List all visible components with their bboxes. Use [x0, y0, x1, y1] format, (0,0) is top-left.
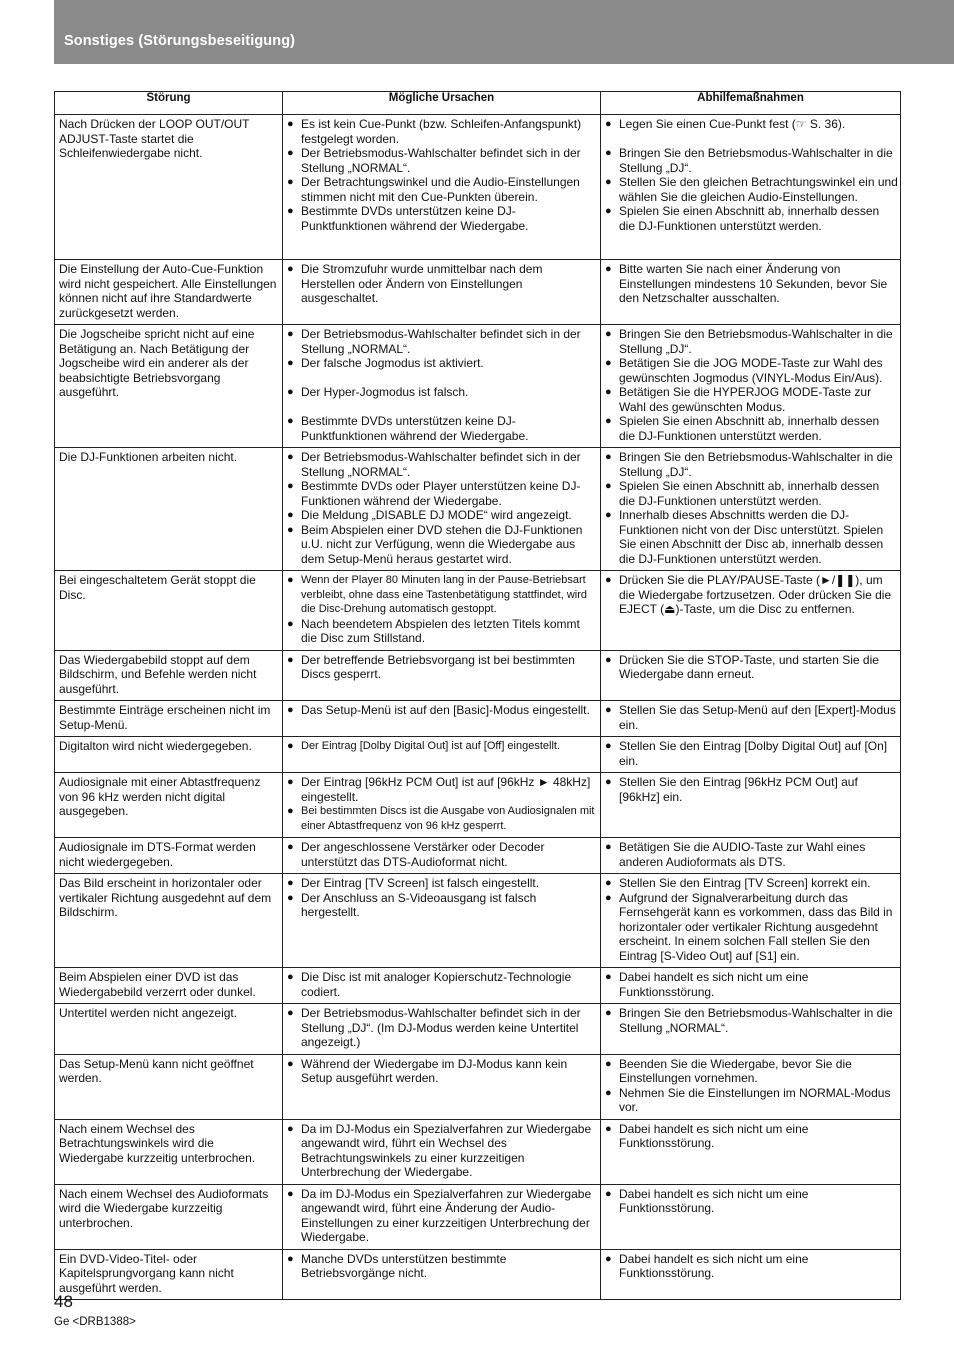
cause-item: ● Bestimmte DVDs unterstützen keine DJ-Punktfunktionen während der Wiedergabe. [287, 204, 598, 233]
page-number: 48 [54, 1292, 73, 1311]
problem-cell: Beim Abspielen einer DVD ist das Wiedergabebild verzerrt oder dunkel. [55, 968, 283, 1004]
problem-cell: Das Bild erscheint in horizontaler oder vertikaler Richtung ausgedehnt auf dem Bildschirm. [55, 874, 283, 968]
table-row [55, 260, 901, 325]
cause-item: ● Der Eintrag [96kHz PCM Out] ist auf [96kHz ► 48kHz] eingestellt. [287, 775, 598, 804]
table-row [55, 838, 901, 874]
remedy-item: ● Aufgrund der Signalverarbeitung durch das Fernsehgerät kann es vorkommen, dass das Bild in horizontaler oder vertikaler Richtung ausgedehnt erscheint. In einem solchen Fall stellen Sie den Eintrag [S-Video Out] auf [S1] ein. [605, 891, 898, 964]
cause-item: ● Bestimmte DVDs unterstützen keine DJ-Punktfunktionen während der Wiedergabe. [287, 414, 598, 443]
remedies-cell [601, 448, 901, 571]
remedy-item: ● Stellen Sie den Eintrag [96kHz PCM Out] auf [96kHz] ein. [605, 775, 898, 804]
cause-item: ● Bei bestimmten Discs ist die Ausgabe von Audiosignalen mit einer Abtastfrequenz von 96 kHz gesperrt. [287, 804, 598, 833]
remedies-cell [601, 650, 901, 701]
remedies-cell [601, 874, 901, 968]
causes-cell [283, 1004, 601, 1055]
problem-cell: Untertitel werden nicht angezeigt. [55, 1004, 283, 1055]
cause-item: ● Der Eintrag [TV Screen] ist falsch eingestellt. [287, 876, 598, 891]
column-header-causes: Mögliche Ursachen [283, 92, 601, 115]
cause-item: ● Es ist kein Cue-Punkt (bzw. Schleifen-Anfangspunkt) festgelegt worden. [287, 117, 598, 146]
remedy-item: ● Spielen Sie einen Abschnitt ab, innerhalb dessen die DJ-Funktionen unterstützt werden. [605, 479, 898, 508]
problem-cell: Nach Drücken der LOOP OUT/OUT ADJUST-Taste startet die Schleifenwiedergabe nicht. [55, 115, 283, 260]
remedies-cell [601, 701, 901, 737]
column-header-problem: Störung [55, 92, 283, 115]
table-row [55, 701, 901, 737]
causes-cell [283, 115, 601, 260]
causes-cell [283, 1119, 601, 1184]
cause-item: ● Da im DJ-Modus ein Spezialverfahren zur Wiedergabe angewandt wird, führt eine Änderung der Audio-Einstellungen zu einer kurzzeitigen Unterbrechung der Wiedergabe. [287, 1187, 598, 1245]
table-row [55, 968, 901, 1004]
remedy-item: ● Stellen Sie den Eintrag [TV Screen] korrekt ein. [605, 876, 898, 891]
table-row [55, 737, 901, 773]
causes-cell [283, 650, 601, 701]
remedies-cell [601, 838, 901, 874]
cause-item: ● Nach beendetem Abspielen des letzten Titels kommt die Disc zum Stillstand. [287, 617, 598, 646]
table-row [55, 448, 901, 571]
remedy-item: ● Betätigen Sie die HYPERJOG MODE-Taste zur Wahl des gewünschten Modus. [605, 385, 898, 414]
remedy-item: ● Dabei handelt es sich nicht um eine Funktionsstörung. [605, 970, 898, 999]
remedy-item: ● Stellen Sie den Eintrag [Dolby Digital Out] auf [On] ein. [605, 739, 898, 768]
remedy-item: ● Legen Sie einen Cue-Punkt fest (☞ S. 36). [605, 117, 898, 132]
remedies-cell [601, 1054, 901, 1119]
column-header-remedies: Abhilfemaßnahmen [601, 92, 901, 115]
cause-item: ● Während der Wiedergabe im DJ-Modus kann kein Setup ausgeführt werden. [287, 1057, 598, 1086]
problem-cell: Das Setup-Menü kann nicht geöffnet werden. [55, 1054, 283, 1119]
remedies-cell [601, 968, 901, 1004]
remedies-cell [601, 260, 901, 325]
remedy-item: ● Bringen Sie den Betriebsmodus-Wahlschalter in die Stellung „DJ“. [605, 327, 898, 356]
table-row [55, 1249, 901, 1300]
remedy-item: ● Dabei handelt es sich nicht um eine Funktionsstörung. [605, 1122, 898, 1151]
remedy-item: ● Betätigen Sie die JOG MODE-Taste zur Wahl des gewünschten Jogmodus (VINYL-Modus Ein/Aus). [605, 356, 898, 385]
cause-item: ● Der Betriebsmodus-Wahlschalter befindet sich in der Stellung „DJ“. (Im DJ-Modus werden keine Untertitel angezeigt.) [287, 1006, 598, 1050]
table-row [55, 325, 901, 448]
causes-cell [283, 968, 601, 1004]
table-row [55, 115, 901, 260]
problem-cell: Bestimmte Einträge erscheinen nicht im Setup-Menü. [55, 701, 283, 737]
causes-cell [283, 737, 601, 773]
remedies-cell [601, 737, 901, 773]
cause-item: ● Wenn der Player 80 Minuten lang in der Pause-Betriebsart verbleibt, ohne dass eine Tastenbetätigung stattfindet, wird die Disc-Drehung automatisch gestoppt. [287, 573, 598, 617]
causes-cell [283, 874, 601, 968]
cause-item: ● Da im DJ-Modus ein Spezialverfahren zur Wiedergabe angewandt wird, führt ein Wechsel des Betrachtungswinkels zu einer kurzzeitigen Unterbrechung der Wiedergabe. [287, 1122, 598, 1180]
remedy-item: ● Stellen Sie das Setup-Menü auf den [Expert]-Modus ein. [605, 703, 898, 732]
table-row [55, 1119, 901, 1184]
causes-cell [283, 571, 601, 651]
cause-item: ● Das Setup-Menü ist auf den [Basic]-Modus eingestellt. [287, 703, 598, 718]
remedy-item: ● Drücken Sie die STOP-Taste, und starten Sie die Wiedergabe dann erneut. [605, 653, 898, 682]
remedy-item: ● Betätigen Sie die AUDIO-Taste zur Wahl eines anderen Audioformats als DTS. [605, 840, 898, 869]
problem-cell: Digitalton wird nicht wiedergegeben. [55, 737, 283, 773]
table-row [55, 1004, 901, 1055]
remedies-cell [601, 325, 901, 448]
table-row [55, 1054, 901, 1119]
remedy-item: ● Dabei handelt es sich nicht um eine Funktionsstörung. [605, 1187, 898, 1216]
cause-item: ● Der Betriebsmodus-Wahlschalter befindet sich in der Stellung „NORMAL“. [287, 450, 598, 479]
remedy-item: ● Spielen Sie einen Abschnitt ab, innerhalb dessen die DJ-Funktionen unterstützt werden. [605, 204, 898, 233]
cause-item: ● Beim Abspielen einer DVD stehen die DJ-Funktionen u.U. nicht zur Verfügung, wenn die Wiedergabe aus dem Setup-Menü heraus gestartet wird. [287, 523, 598, 567]
cause-item: ● Der Betriebsmodus-Wahlschalter befindet sich in der Stellung „NORMAL“. [287, 146, 598, 175]
remedy-item: ● Dabei handelt es sich nicht um eine Funktionsstörung. [605, 1252, 898, 1281]
cause-item: ● Der Hyper-Jogmodus ist falsch. [287, 385, 598, 400]
remedy-item: ● Innerhalb dieses Abschnitts werden die DJ-Funktionen nicht von der Disc unterstützt. Spielen Sie einen Abschnitt der Disc ab, innerhalb dessen die DJ-Funktionen unterstützt werden. [605, 508, 898, 566]
causes-cell [283, 701, 601, 737]
remedies-cell [601, 571, 901, 651]
causes-cell [283, 1054, 601, 1119]
cause-item: ● Die Disc ist mit analoger Kopierschutz-Technologie codiert. [287, 970, 598, 999]
cause-item: ● Manche DVDs unterstützen bestimmte Betriebsvorgänge nicht. [287, 1252, 598, 1281]
remedies-cell [601, 1119, 901, 1184]
remedies-cell [601, 115, 901, 260]
section-header-bar [54, 0, 954, 64]
remedies-cell [601, 1249, 901, 1300]
cause-item: ● Die Meldung „DISABLE DJ MODE“ wird angezeigt. [287, 508, 598, 523]
problem-cell: Die DJ-Funktionen arbeiten nicht. [55, 448, 283, 571]
cause-item: ● Der falsche Jogmodus ist aktiviert. [287, 356, 598, 371]
remedies-cell [601, 1004, 901, 1055]
remedy-item: ● Bringen Sie den Betriebsmodus-Wahlschalter in die Stellung „DJ“. [605, 450, 898, 479]
causes-cell [283, 1249, 601, 1300]
problem-cell: Nach einem Wechsel des Audioformats wird die Wiedergabe kurzzeitig unterbrochen. [55, 1184, 283, 1249]
remedy-item: ● Beenden Sie die Wiedergabe, bevor Sie die Einstellungen vornehmen. [605, 1057, 898, 1086]
causes-cell [283, 260, 601, 325]
problem-cell: Bei eingeschaltetem Gerät stoppt die Disc. [55, 571, 283, 651]
cause-item: ● Die Stromzufuhr wurde unmittelbar nach dem Herstellen oder Ändern von Einstellungen ausgeschaltet. [287, 262, 598, 306]
cause-item: ● Der Betriebsmodus-Wahlschalter befindet sich in der Stellung „NORMAL“. [287, 327, 598, 356]
table-row [55, 773, 901, 838]
remedy-item: ● Nehmen Sie die Einstellungen im NORMAL-Modus vor. [605, 1086, 898, 1115]
remedy-item: ● Drücken Sie die PLAY/PAUSE-Taste (►/❚❚), um die Wiedergabe fortzusetzen. Oder drücken Sie die EJECT (⏏)-Taste, um die Disc zu entfernen. [605, 573, 898, 617]
cause-item: ● Der Eintrag [Dolby Digital Out] ist auf [Off] eingestellt. [287, 739, 598, 754]
document-code: Ge <DRB1388> [54, 1316, 136, 1328]
remedies-cell [601, 773, 901, 838]
causes-cell [283, 838, 601, 874]
troubleshooting-table [54, 91, 901, 1300]
section-title: Sonstiges (Störungsbeseitigung) [64, 33, 296, 49]
table-row [55, 874, 901, 968]
cause-item: ● Der angeschlossene Verstärker oder Decoder unterstützt das DTS-Audioformat nicht. [287, 840, 598, 869]
remedy-item: ● Stellen Sie den gleichen Betrachtungswinkel ein und wählen Sie die gleichen Audio-Einstellungen. [605, 175, 898, 204]
problem-cell: Audiosignale im DTS-Format werden nicht wiedergegeben. [55, 838, 283, 874]
problem-cell: Audiosignale mit einer Abtastfrequenz von 96 kHz werden nicht digital ausgegeben. [55, 773, 283, 838]
causes-cell [283, 773, 601, 838]
cause-item: ● Der Betrachtungswinkel und die Audio-Einstellungen stimmen nicht mit den Cue-Punkten überein. [287, 175, 598, 204]
problem-cell: Die Jogscheibe spricht nicht auf eine Betätigung an. Nach Betätigung der Jogscheibe wird ein anderer als der beabsichtigte Betriebsvorgang ausgeführt. [55, 325, 283, 448]
table-row [55, 650, 901, 701]
causes-cell [283, 1184, 601, 1249]
table-header-row [55, 92, 901, 115]
cause-item: ● Der Anschluss an S-Videoausgang ist falsch hergestellt. [287, 891, 598, 920]
remedy-item: ● Bitte warten Sie nach einer Änderung von Einstellungen mindestens 10 Sekunden, bevor Sie den Netzschalter ausschalten. [605, 262, 898, 306]
remedies-cell [601, 1184, 901, 1249]
remedy-item: ● Spielen Sie einen Abschnitt ab, innerhalb dessen die DJ-Funktionen unterstützt werden. [605, 414, 898, 443]
causes-cell [283, 325, 601, 448]
problem-cell: Die Einstellung der Auto-Cue-Funktion wird nicht gespeichert. Alle Einstellungen können nicht auf ihre Standardwerte zurückgesetzt werden. [55, 260, 283, 325]
table-row [55, 1184, 901, 1249]
cause-item: ● Bestimmte DVDs oder Player unterstützen keine DJ-Funktionen während der Wiedergabe. [287, 479, 598, 508]
problem-cell: Nach einem Wechsel des Betrachtungswinkels wird die Wiedergabe kurzzeitig unterbrochen. [55, 1119, 283, 1184]
cause-item: ● Der betreffende Betriebsvorgang ist bei bestimmten Discs gesperrt. [287, 653, 598, 682]
remedy-item: ● Bringen Sie den Betriebsmodus-Wahlschalter in die Stellung „DJ“. [605, 146, 898, 175]
causes-cell [283, 448, 601, 571]
problem-cell: Das Wiedergabebild stoppt auf dem Bildschirm, und Befehle werden nicht ausgeführt. [55, 650, 283, 701]
problem-cell: Ein DVD-Video-Titel- oder Kapitelsprungvorgang kann nicht ausgeführt werden. [55, 1249, 283, 1300]
remedy-item: ● Bringen Sie den Betriebsmodus-Wahlschalter in die Stellung „NORMAL“. [605, 1006, 898, 1035]
table-row [55, 571, 901, 651]
